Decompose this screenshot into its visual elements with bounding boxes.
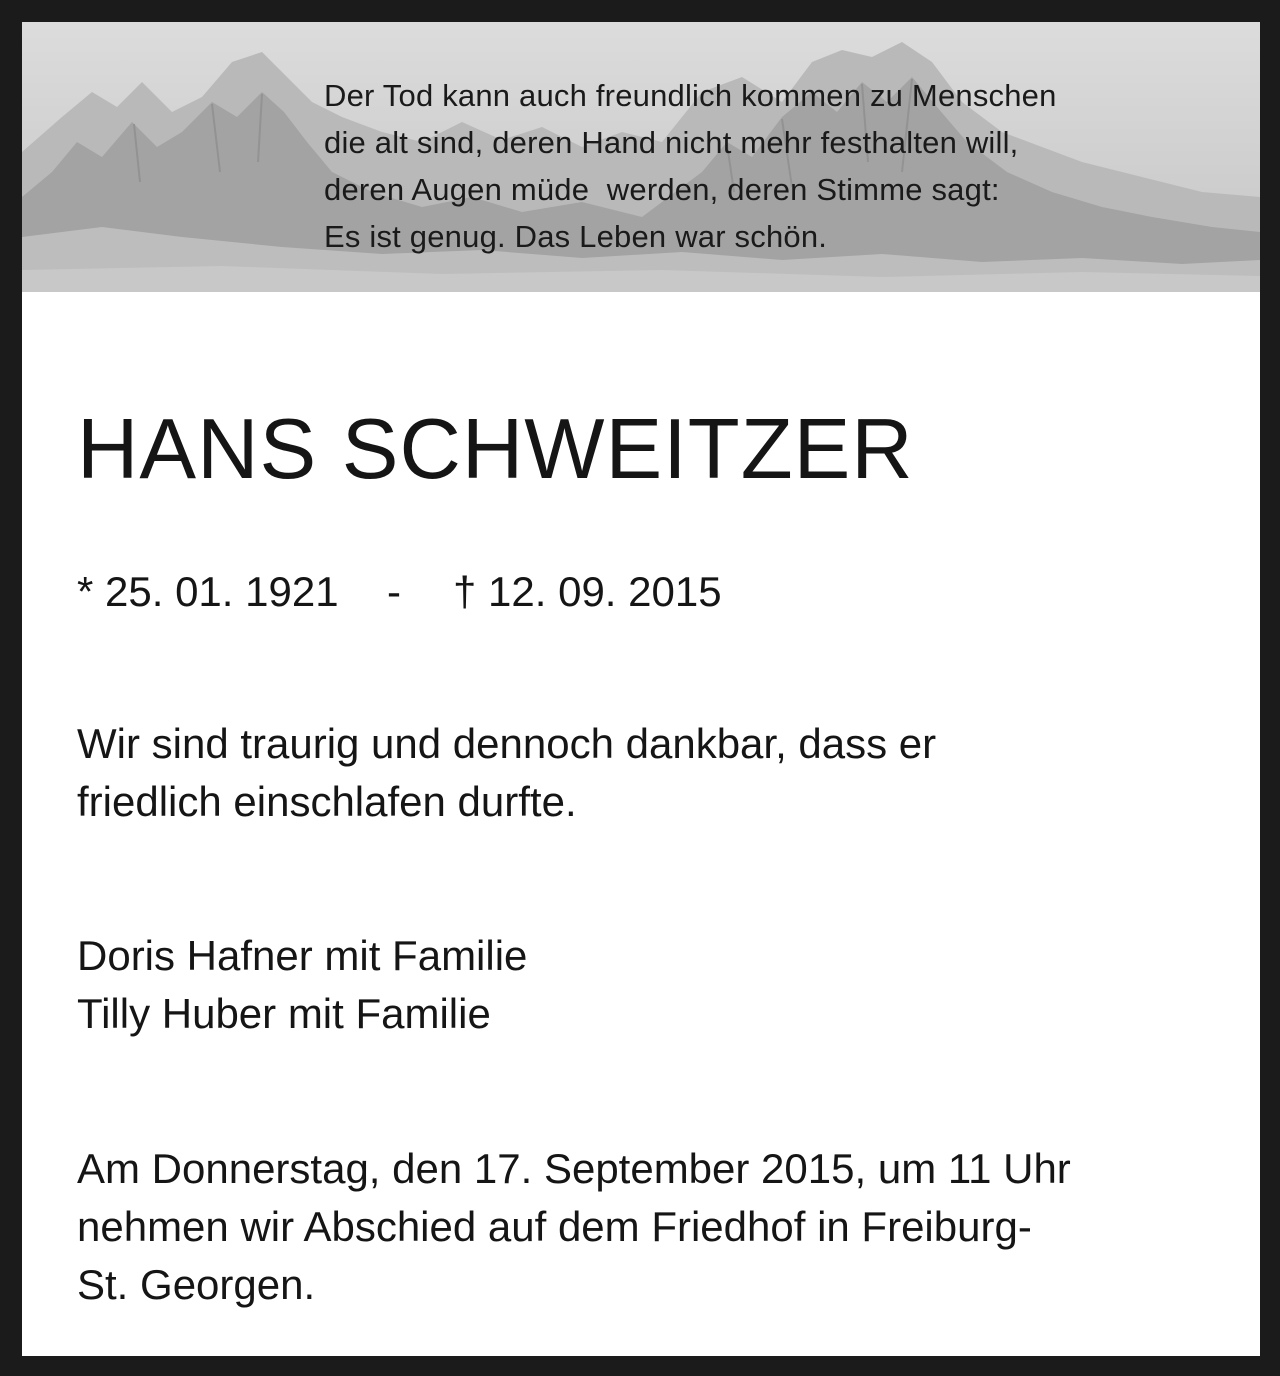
funeral-announcement [77, 1140, 1071, 1314]
quote-line: die alt sind, deren Hand nicht mehr festhalten will, [324, 125, 1019, 160]
memorial-quote [324, 72, 1057, 260]
quote-line: Es ist genug. Das Leben war schön. [324, 219, 828, 254]
mourner-name: Doris Hafner mit Familie [77, 932, 528, 979]
quote-line: Der Tod kann auch freundlich kommen zu Menschen [324, 78, 1057, 113]
mountain-banner-image [22, 22, 1260, 292]
mourner-name: Tilly Huber mit Familie [77, 990, 491, 1037]
obituary-notice [22, 22, 1260, 1356]
date-separator: - [387, 568, 401, 615]
condolence-statement [77, 715, 936, 831]
birth-date: * 25. 01. 1921 [77, 568, 339, 615]
announcement-line: Am Donnerstag, den 17. September 2015, um 11 Uhr [77, 1145, 1071, 1192]
announcement-line: St. Georgen. [77, 1261, 316, 1308]
mourners-list [77, 927, 527, 1043]
deceased-name: HANS SCHWEITZER [77, 402, 914, 497]
statement-line: friedlich einschlafen durfte. [77, 778, 577, 825]
announcement-line: nehmen wir Abschied auf dem Friedhof in Freiburg- [77, 1203, 1032, 1250]
quote-line: deren Augen müde werden, deren Stimme sagt: [324, 172, 1000, 207]
death-date: † 12. 09. 2015 [453, 568, 722, 615]
statement-line: Wir sind traurig und dennoch dankbar, dass er [77, 720, 937, 767]
